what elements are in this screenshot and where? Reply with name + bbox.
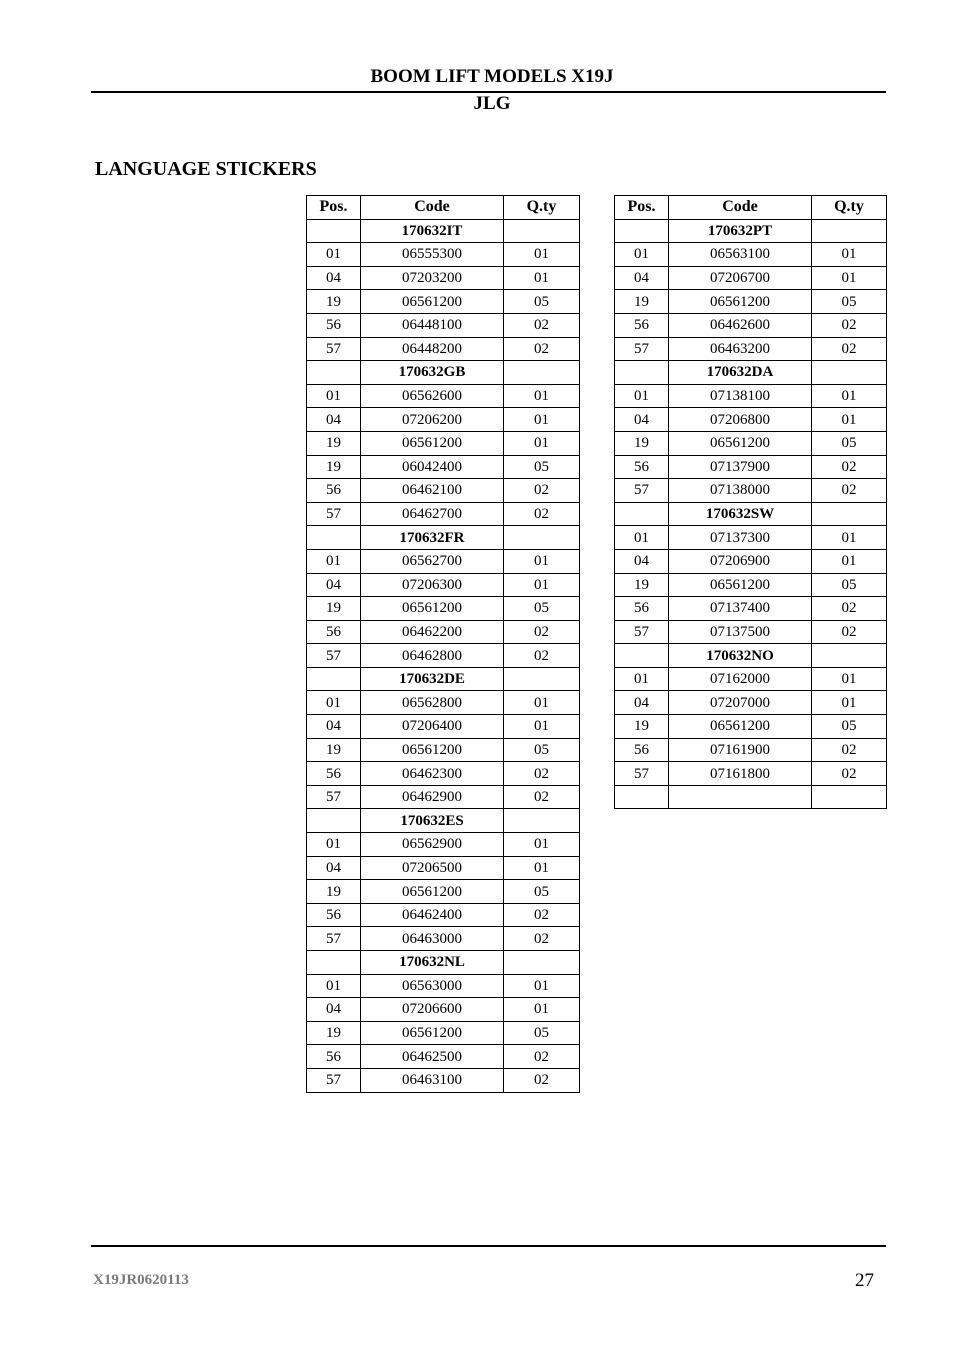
- qty-cell: 02: [812, 762, 887, 786]
- code-cell: 06561200: [361, 597, 504, 621]
- table-header-row: [615, 196, 887, 220]
- table-row: [307, 974, 580, 998]
- pos-cell: 04: [307, 266, 361, 290]
- qty-cell: 02: [812, 455, 887, 479]
- qty-cell: 01: [812, 667, 887, 691]
- group-code: 170632PT: [669, 219, 812, 243]
- qty-cell: 02: [504, 502, 580, 526]
- qty-cell: 02: [504, 762, 580, 786]
- qty-cell: 05: [504, 738, 580, 762]
- group-code: 170632ES: [361, 809, 504, 833]
- code-cell: 07138000: [669, 479, 812, 503]
- column-header-qty: Q.ty: [504, 196, 580, 220]
- qty-cell: 02: [504, 1068, 580, 1092]
- code-cell: 06561200: [361, 431, 504, 455]
- code-cell: 06463000: [361, 927, 504, 951]
- code-cell: 07161800: [669, 762, 812, 786]
- group-code: 170632SW: [669, 502, 812, 526]
- group-code: 170632NL: [361, 951, 504, 975]
- group-cell-empty: [615, 502, 669, 526]
- parts-table-left: [306, 195, 580, 1093]
- pos-cell: 19: [615, 715, 669, 739]
- qty-cell: 05: [504, 597, 580, 621]
- qty-cell: 02: [504, 337, 580, 361]
- group-row: [307, 219, 580, 243]
- pos-cell: 01: [307, 549, 361, 573]
- pos-cell: 04: [307, 408, 361, 432]
- pos-cell: 19: [307, 431, 361, 455]
- group-cell-empty: [615, 219, 669, 243]
- group-cell-empty: [504, 361, 580, 385]
- pos-cell: 56: [615, 597, 669, 621]
- qty-cell: 02: [812, 479, 887, 503]
- code-cell: 07206800: [669, 408, 812, 432]
- pos-cell: 01: [307, 384, 361, 408]
- code-cell: 06462200: [361, 620, 504, 644]
- group-cell-empty: [307, 667, 361, 691]
- table-row: [615, 290, 887, 314]
- column-header-code: Code: [361, 196, 504, 220]
- group-cell-empty: [307, 361, 361, 385]
- code-cell: 07137900: [669, 455, 812, 479]
- table-row: [615, 243, 887, 267]
- pos-cell: 19: [615, 290, 669, 314]
- qty-cell: 01: [504, 974, 580, 998]
- qty-cell: 01: [504, 266, 580, 290]
- group-cell-empty: [307, 951, 361, 975]
- qty-cell: 02: [504, 479, 580, 503]
- qty-cell: 01: [504, 715, 580, 739]
- qty-cell: 01: [504, 856, 580, 880]
- qty-cell: 01: [812, 549, 887, 573]
- table-header-row: [307, 196, 580, 220]
- table-row: [307, 266, 580, 290]
- qty-cell: 02: [812, 620, 887, 644]
- group-cell-empty: [307, 219, 361, 243]
- code-cell: 07203200: [361, 266, 504, 290]
- code-cell: 06562900: [361, 833, 504, 857]
- pos-cell: 57: [307, 785, 361, 809]
- code-cell: 07137300: [669, 526, 812, 550]
- pos-cell: 56: [615, 738, 669, 762]
- group-code: 170632DA: [669, 361, 812, 385]
- table-row: [615, 337, 887, 361]
- code-cell: 07206500: [361, 856, 504, 880]
- code-cell: 06448200: [361, 337, 504, 361]
- pos-cell: 01: [307, 974, 361, 998]
- qty-cell: 01: [504, 833, 580, 857]
- group-cell-empty: [615, 361, 669, 385]
- table-row: [307, 927, 580, 951]
- table-row: [615, 597, 887, 621]
- parts-table-right: [614, 195, 887, 809]
- table-row: [615, 455, 887, 479]
- table-row: [307, 644, 580, 668]
- group-code: 170632FR: [361, 526, 504, 550]
- group-cell-empty: [812, 644, 887, 668]
- group-cell-empty: [504, 219, 580, 243]
- qty-cell: 05: [812, 715, 887, 739]
- table-row: [307, 479, 580, 503]
- qty-cell: 01: [812, 691, 887, 715]
- pos-cell: 04: [307, 715, 361, 739]
- code-cell: 07206400: [361, 715, 504, 739]
- pos-cell: 19: [307, 1021, 361, 1045]
- pos-cell: 01: [615, 384, 669, 408]
- pos-cell: 19: [307, 597, 361, 621]
- pos-cell: 04: [307, 998, 361, 1022]
- table-row: [615, 549, 887, 573]
- pos-cell: 57: [307, 927, 361, 951]
- qty-cell: 01: [812, 384, 887, 408]
- code-cell: 06561200: [669, 715, 812, 739]
- qty-cell: 01: [504, 431, 580, 455]
- code-cell: 06561200: [669, 290, 812, 314]
- pos-cell: 57: [615, 620, 669, 644]
- code-cell: 07161900: [669, 738, 812, 762]
- table-row: [615, 526, 887, 550]
- pos-cell: 19: [615, 573, 669, 597]
- table-row: [615, 715, 887, 739]
- table-row: [307, 620, 580, 644]
- code-cell: 07207000: [669, 691, 812, 715]
- page-number: 27: [855, 1270, 874, 1291]
- qty-cell: 02: [504, 644, 580, 668]
- group-row: [307, 361, 580, 385]
- code-cell: 06462800: [361, 644, 504, 668]
- table-row: [615, 408, 887, 432]
- pos-cell: 19: [307, 738, 361, 762]
- code-cell: 06561200: [669, 431, 812, 455]
- group-row: [615, 502, 887, 526]
- table-row: [307, 455, 580, 479]
- qty-cell: 05: [812, 431, 887, 455]
- code-cell: 07206200: [361, 408, 504, 432]
- qty-cell: 01: [504, 243, 580, 267]
- code-cell: 06561200: [361, 290, 504, 314]
- code-cell: 07206600: [361, 998, 504, 1022]
- code-cell: 06462100: [361, 479, 504, 503]
- pos-cell: 01: [307, 833, 361, 857]
- column-header-pos: Pos.: [615, 196, 669, 220]
- qty-cell: 02: [504, 313, 580, 337]
- table-row: [615, 313, 887, 337]
- pos-cell: 01: [307, 691, 361, 715]
- table-row: [307, 762, 580, 786]
- table-row: [615, 785, 887, 809]
- code-cell: 07206300: [361, 573, 504, 597]
- pos-cell: 01: [615, 243, 669, 267]
- table-row: [615, 620, 887, 644]
- qty-cell: 02: [504, 620, 580, 644]
- pos-cell: 56: [307, 620, 361, 644]
- table-row: [307, 785, 580, 809]
- pos-cell: 19: [307, 455, 361, 479]
- group-code: 170632DE: [361, 667, 504, 691]
- qty-cell: 02: [812, 597, 887, 621]
- table-row: [307, 243, 580, 267]
- code-cell: 06562600: [361, 384, 504, 408]
- footer-rule: [91, 1245, 886, 1247]
- table-row: [615, 762, 887, 786]
- code-cell: 06563000: [361, 974, 504, 998]
- qty-cell: 02: [504, 927, 580, 951]
- group-row: [615, 644, 887, 668]
- pos-cell: 04: [307, 856, 361, 880]
- qty-cell: 05: [504, 1021, 580, 1045]
- table-row: [615, 738, 887, 762]
- table-row: [307, 384, 580, 408]
- qty-cell: 01: [504, 573, 580, 597]
- table-row: [307, 738, 580, 762]
- pos-cell: [615, 785, 669, 809]
- code-cell: 06042400: [361, 455, 504, 479]
- group-cell-empty: [307, 809, 361, 833]
- pos-cell: 57: [615, 337, 669, 361]
- group-cell-empty: [615, 644, 669, 668]
- qty-cell: 01: [504, 549, 580, 573]
- code-cell: 06462500: [361, 1045, 504, 1069]
- code-cell: 06462700: [361, 502, 504, 526]
- pos-cell: 01: [307, 243, 361, 267]
- code-cell: 06463200: [669, 337, 812, 361]
- qty-cell: 02: [504, 1045, 580, 1069]
- group-cell-empty: [504, 667, 580, 691]
- group-cell-empty: [504, 809, 580, 833]
- table-row: [307, 337, 580, 361]
- pos-cell: 57: [615, 479, 669, 503]
- code-cell: 07206700: [669, 266, 812, 290]
- qty-cell: 01: [504, 998, 580, 1022]
- group-row: [615, 361, 887, 385]
- qty-cell: 05: [504, 880, 580, 904]
- table-row: [307, 1021, 580, 1045]
- table-row: [307, 903, 580, 927]
- qty-cell: 05: [504, 455, 580, 479]
- table-row: [615, 431, 887, 455]
- qty-cell: 02: [812, 738, 887, 762]
- qty-cell: 02: [812, 313, 887, 337]
- table-row: [307, 573, 580, 597]
- qty-cell: 01: [812, 266, 887, 290]
- group-row: [307, 667, 580, 691]
- group-code: 170632NO: [669, 644, 812, 668]
- table-row: [307, 833, 580, 857]
- pos-cell: 57: [615, 762, 669, 786]
- pos-cell: 01: [615, 526, 669, 550]
- table-row: [615, 384, 887, 408]
- table-row: [307, 502, 580, 526]
- code-cell: 06555300: [361, 243, 504, 267]
- code-cell: 06562800: [361, 691, 504, 715]
- table-row: [307, 597, 580, 621]
- pos-cell: 56: [307, 762, 361, 786]
- column-header-code: Code: [669, 196, 812, 220]
- table-row: [615, 573, 887, 597]
- table-row: [307, 1068, 580, 1092]
- code-cell: 06463100: [361, 1068, 504, 1092]
- pos-cell: 56: [307, 1045, 361, 1069]
- qty-cell: 01: [504, 408, 580, 432]
- code-cell: 06448100: [361, 313, 504, 337]
- qty-cell: 01: [812, 243, 887, 267]
- brand-name: JLG: [473, 93, 511, 114]
- pos-cell: 04: [615, 408, 669, 432]
- pos-cell: 57: [307, 1068, 361, 1092]
- group-row: [307, 526, 580, 550]
- pos-cell: 56: [307, 313, 361, 337]
- code-cell: 06563100: [669, 243, 812, 267]
- table-row: [307, 313, 580, 337]
- group-row: [307, 951, 580, 975]
- pos-cell: 19: [307, 290, 361, 314]
- code-cell: 07138100: [669, 384, 812, 408]
- pos-cell: 56: [615, 455, 669, 479]
- table-row: [307, 998, 580, 1022]
- pos-cell: 57: [307, 502, 361, 526]
- section-title: LANGUAGE STICKERS: [95, 158, 317, 180]
- pos-cell: 19: [615, 431, 669, 455]
- table-row: [615, 691, 887, 715]
- table-row: [307, 431, 580, 455]
- code-cell: 06562700: [361, 549, 504, 573]
- pos-cell: 04: [615, 691, 669, 715]
- pos-cell: 04: [615, 549, 669, 573]
- qty-cell: 02: [504, 903, 580, 927]
- group-cell-empty: [812, 219, 887, 243]
- group-cell-empty: [812, 502, 887, 526]
- table-row: [307, 880, 580, 904]
- table-row: [307, 691, 580, 715]
- group-code: 170632GB: [361, 361, 504, 385]
- group-cell-empty: [504, 526, 580, 550]
- pos-cell: 01: [615, 667, 669, 691]
- group-code: 170632IT: [361, 219, 504, 243]
- qty-cell: 02: [812, 337, 887, 361]
- qty-cell: 05: [504, 290, 580, 314]
- code-cell: 07137400: [669, 597, 812, 621]
- table-row: [307, 549, 580, 573]
- code-cell: 06462900: [361, 785, 504, 809]
- table-row: [307, 856, 580, 880]
- page-title: BOOM LIFT MODELS X19J: [370, 66, 614, 87]
- qty-cell: 05: [812, 290, 887, 314]
- code-cell: 06561200: [669, 573, 812, 597]
- pos-cell: 19: [307, 880, 361, 904]
- group-row: [307, 809, 580, 833]
- qty-cell: 05: [812, 573, 887, 597]
- qty-cell: 02: [504, 785, 580, 809]
- code-cell: 06462300: [361, 762, 504, 786]
- table-row: [307, 715, 580, 739]
- code-cell: 06561200: [361, 1021, 504, 1045]
- qty-cell: [812, 785, 887, 809]
- code-cell: 07162000: [669, 667, 812, 691]
- group-row: [615, 219, 887, 243]
- table-row: [615, 667, 887, 691]
- document-code: X19JR0620113: [93, 1272, 189, 1288]
- qty-cell: 01: [504, 691, 580, 715]
- code-cell: 06561200: [361, 738, 504, 762]
- code-cell: 06462600: [669, 313, 812, 337]
- qty-cell: 01: [812, 408, 887, 432]
- qty-cell: 01: [812, 526, 887, 550]
- code-cell: [669, 785, 812, 809]
- code-cell: 06462400: [361, 903, 504, 927]
- group-cell-empty: [812, 361, 887, 385]
- pos-cell: 57: [307, 337, 361, 361]
- pos-cell: 56: [615, 313, 669, 337]
- column-header-pos: Pos.: [307, 196, 361, 220]
- pos-cell: 56: [307, 479, 361, 503]
- qty-cell: 01: [504, 384, 580, 408]
- pos-cell: 56: [307, 903, 361, 927]
- column-header-qty: Q.ty: [812, 196, 887, 220]
- group-cell-empty: [504, 951, 580, 975]
- table-row: [615, 266, 887, 290]
- code-cell: 07206900: [669, 549, 812, 573]
- table-row: [307, 408, 580, 432]
- code-cell: 06561200: [361, 880, 504, 904]
- code-cell: 07137500: [669, 620, 812, 644]
- table-row: [307, 1045, 580, 1069]
- pos-cell: 04: [307, 573, 361, 597]
- group-cell-empty: [307, 526, 361, 550]
- pos-cell: 04: [615, 266, 669, 290]
- table-row: [615, 479, 887, 503]
- table-row: [307, 290, 580, 314]
- pos-cell: 57: [307, 644, 361, 668]
